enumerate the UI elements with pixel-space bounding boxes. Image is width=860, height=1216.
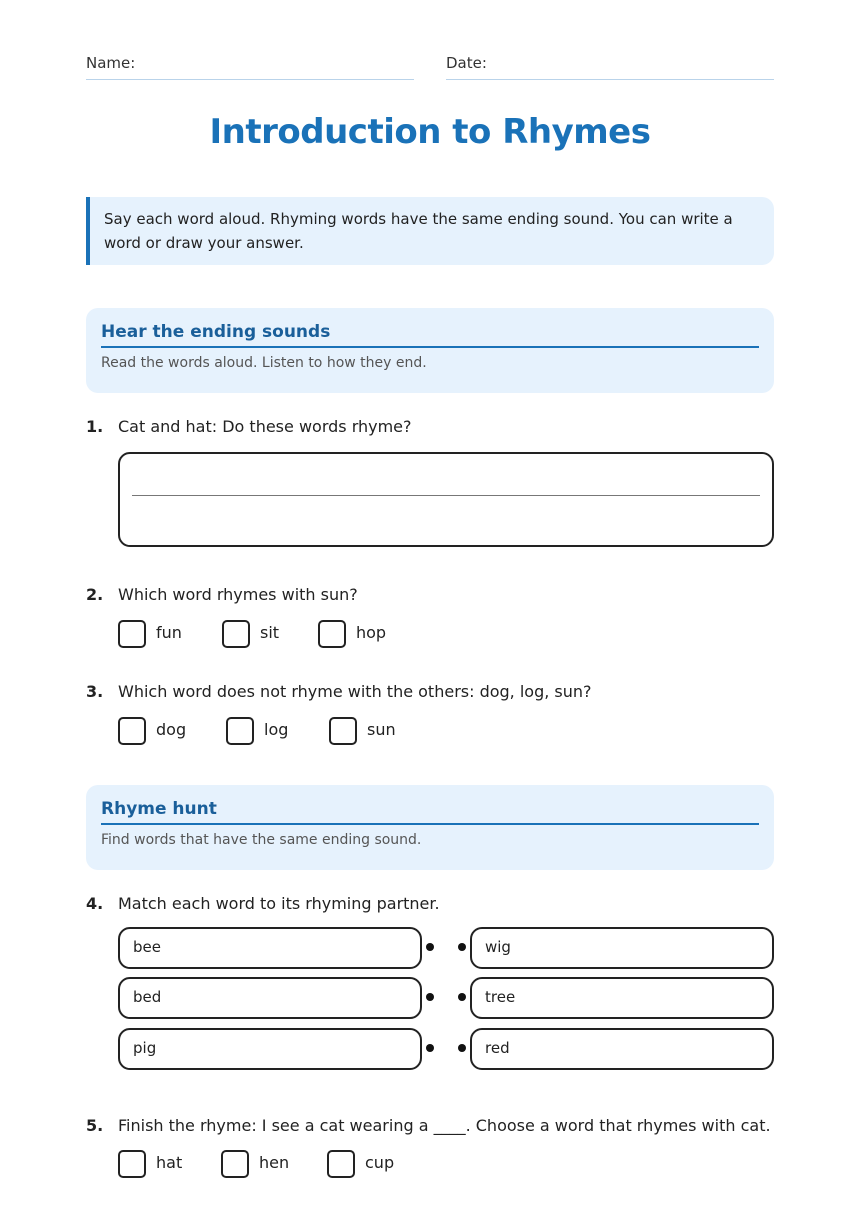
match-dot-right[interactable] [458,993,466,1001]
checkbox[interactable] [329,717,357,745]
option-label: cup [365,1153,395,1172]
section-title: Hear the ending sounds [101,322,759,348]
question-number: 5. [86,1116,104,1135]
question-text: Match each word to its rhyming partner. [118,894,440,913]
option-label: dog [156,720,187,739]
question-text: Finish the rhyme: I see a cat wearing a ____. Choose a word that rhymes with cat. [118,1116,771,1135]
checkbox[interactable] [222,620,250,648]
question-number: 4. [86,894,104,913]
section-hear-ending-sounds [86,308,774,393]
answer-line [132,495,760,496]
match-dot-left[interactable] [426,1044,434,1052]
question-number: 2. [86,585,104,604]
match-right-item[interactable]: red [470,1028,774,1070]
checkbox[interactable] [118,1150,146,1178]
checkbox[interactable] [327,1150,355,1178]
option-label: sit [260,623,280,642]
match-dot-right[interactable] [458,1044,466,1052]
checkbox[interactable] [118,717,146,745]
match-dot-right[interactable] [458,943,466,951]
match-dot-left[interactable] [426,993,434,1001]
match-right-item[interactable]: wig [470,927,774,969]
match-dot-left[interactable] [426,943,434,951]
option-label: hen [259,1153,290,1172]
question-number: 1. [86,417,104,436]
section-subtitle: Read the words aloud. Listen to how they end. [101,355,427,371]
question-text: Which word does not rhyme with the others: dog, log, sun? [118,682,592,701]
checkbox[interactable] [226,717,254,745]
match-right-item[interactable]: tree [470,977,774,1019]
section-title: Rhyme hunt [101,799,759,825]
checkbox[interactable] [118,620,146,648]
match-left-item[interactable]: bee [118,927,422,969]
question-number: 3. [86,682,104,701]
header-fields [86,54,774,80]
option-label: sun [367,720,396,739]
match-left-item[interactable]: bed [118,977,422,1019]
instructions-box: Say each word aloud. Rhyming words have the same ending sound. You can write a word or draw your answer. [86,197,774,265]
checkbox[interactable] [221,1150,249,1178]
checkbox[interactable] [318,620,346,648]
question-text: Cat and hat: Do these words rhyme? [118,417,412,436]
page-title: Introduction to Rhymes [209,112,651,152]
option-label: log [264,720,289,739]
date-field[interactable] [446,54,774,80]
section-subtitle: Find words that have the same ending sound. [101,832,422,848]
date-label: Date: [446,54,487,72]
question-text: Which word rhymes with sun? [118,585,358,604]
answer-box[interactable] [118,452,774,547]
section-rhyme-hunt [86,785,774,870]
name-label: Name: [86,54,136,72]
option-label: fun [156,623,182,642]
option-label: hat [156,1153,183,1172]
match-left-item[interactable]: pig [118,1028,422,1070]
name-field[interactable] [86,54,414,80]
option-label: hop [356,623,387,642]
